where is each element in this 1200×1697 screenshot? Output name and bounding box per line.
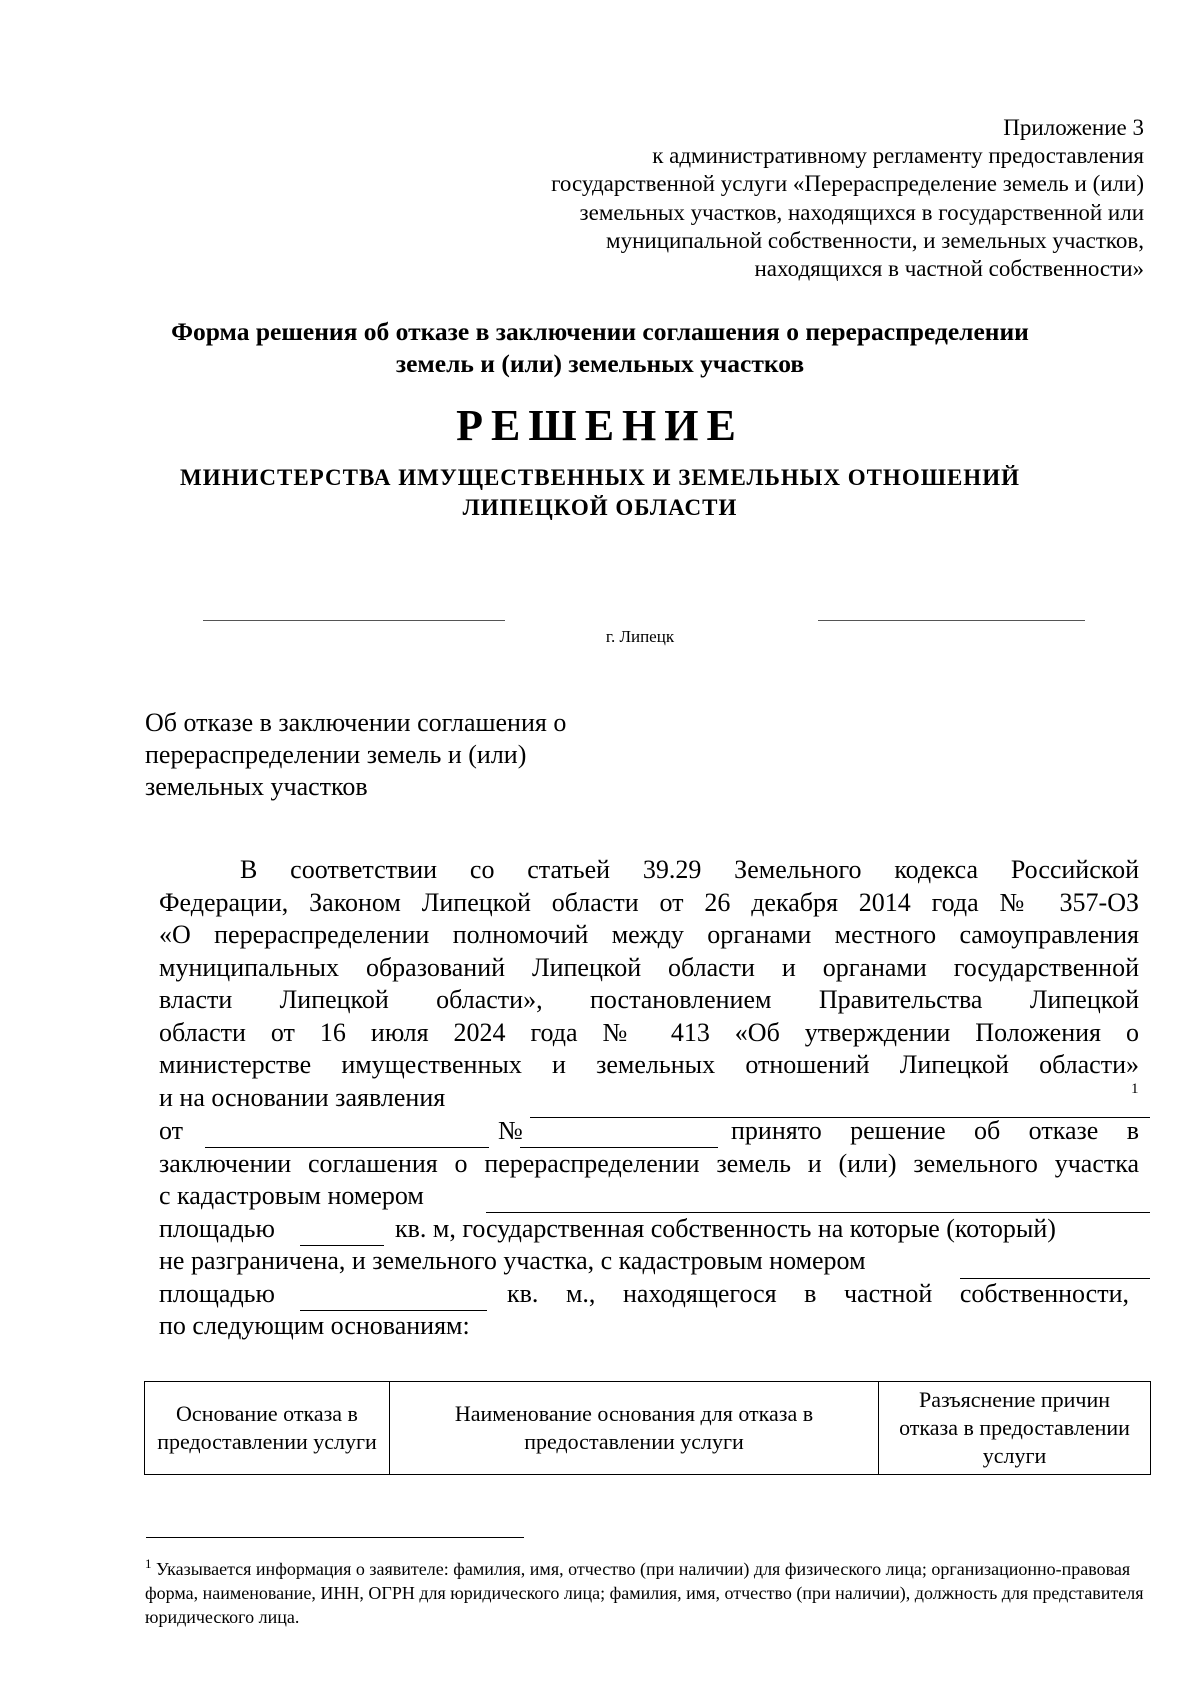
body-line: муниципальных образований Липецкой области и органами государственной [159,953,1139,982]
ministry-line: ЛИПЕЦКОЙ ОБЛАСТИ [462,495,738,520]
application-number-blank[interactable] [520,1147,718,1148]
body-line-area: площадью [159,1279,275,1308]
appendix-line: к административному регламенту предоставления [652,143,1144,169]
subject-line: Об отказе в заключении соглашения о [145,708,567,737]
application-date-blank[interactable] [205,1147,489,1148]
table-header-cell: Основание отказа в предоставлении услуги [145,1382,390,1475]
footnote-text: Указывается информация о заявителе: фамилия, имя, отчество (при наличии) для физического лица; организационно-правовая форма, наименование, ИНН, ОГРН для юридического лица; фамилия, имя, отчество (при наличии), должность для представителя юридического лица. [145,1559,1144,1627]
ministry-name [100,463,1100,523]
body-line: принято решение об отказе в [731,1116,1139,1145]
ministry-line: МИНИСТЕРСТВА ИМУЩЕСТВЕННЫХ И ЗЕМЕЛЬНЫХ ОТНОШЕНИЙ [180,465,1020,490]
body-line: В соответствии со статьей 39.29 Земельного кодекса Российской [240,855,1139,884]
table-header-row [145,1382,1151,1475]
number-sign: № [498,1116,523,1145]
form-title-line: земель и (или) земельных участков [395,349,805,378]
body-line: заключении соглашения о перераспределении земель и (или) земельного участка [159,1149,1139,1178]
date-blank-line [203,620,505,621]
table-header-cell: Наименование основания для отказа в предоставлении услуги [390,1382,879,1475]
body-line: власти Липецкой области», постановлением Правительства Липецкой [159,985,1139,1014]
form-title [100,316,1100,380]
body-line: и на основании заявления [159,1083,446,1112]
body-line: Федерации, Законом Липецкой области от 26 декабря 2014 года № 357-ОЗ [159,888,1139,917]
decision-title: РЕШЕНИЕ [456,401,744,450]
subject-line: земельных участков [145,772,368,801]
footnote [145,1552,1155,1629]
body-line: министерстве имущественных и земельных отношений Липецкой области» [159,1050,1139,1079]
footnote-separator [146,1537,524,1538]
city-label: г. Липецк [605,627,675,646]
form-title-line: Форма решения об отказе в заключении соглашения о перераспределении [171,317,1029,346]
refusal-grounds-table [144,1381,1151,1475]
appendix-line: государственной услуги «Перераспределение земель и (или) [551,171,1144,197]
body-line: области от 16 июля 2024 года № 413 «Об утверждении Положения о [159,1018,1139,1047]
appendix-line: находящихся в частной собственности» [754,256,1144,282]
footnote-marker: 1 [145,1556,152,1571]
decision-subject [145,707,665,803]
appendix-header [504,114,1144,283]
appendix-line: Приложение 3 [1003,115,1144,140]
body-line: «О перераспределении полномочий между органами местного самоуправления [159,920,1139,949]
appendix-line: земельных участков, находящихся в государственной или [579,199,1144,225]
body-line: кв. м., находящегося в частной собственности, [507,1279,1129,1308]
table-header-cell: Разъяснение причин отказа в предоставлении услуги [879,1382,1151,1475]
footnote-ref: 1 [1131,1081,1139,1097]
body-line: не разграничена, и земельного участка, с кадастровым номером [159,1246,866,1275]
subject-line: перераспределении земель и (или) [145,740,527,769]
number-blank-line [818,620,1085,621]
body-line-area: площадью [159,1214,275,1243]
appendix-line: муниципальной собственности, и земельных участков, [606,227,1144,253]
cadastral-number-blank[interactable] [486,1212,1150,1213]
body-line: по следующим основаниям: [159,1311,470,1340]
body-line: с кадастровым номером [159,1181,424,1210]
body-line-from: от [159,1116,184,1145]
body-line: кв. м, государственная собственность на которые (который) [395,1214,1056,1243]
